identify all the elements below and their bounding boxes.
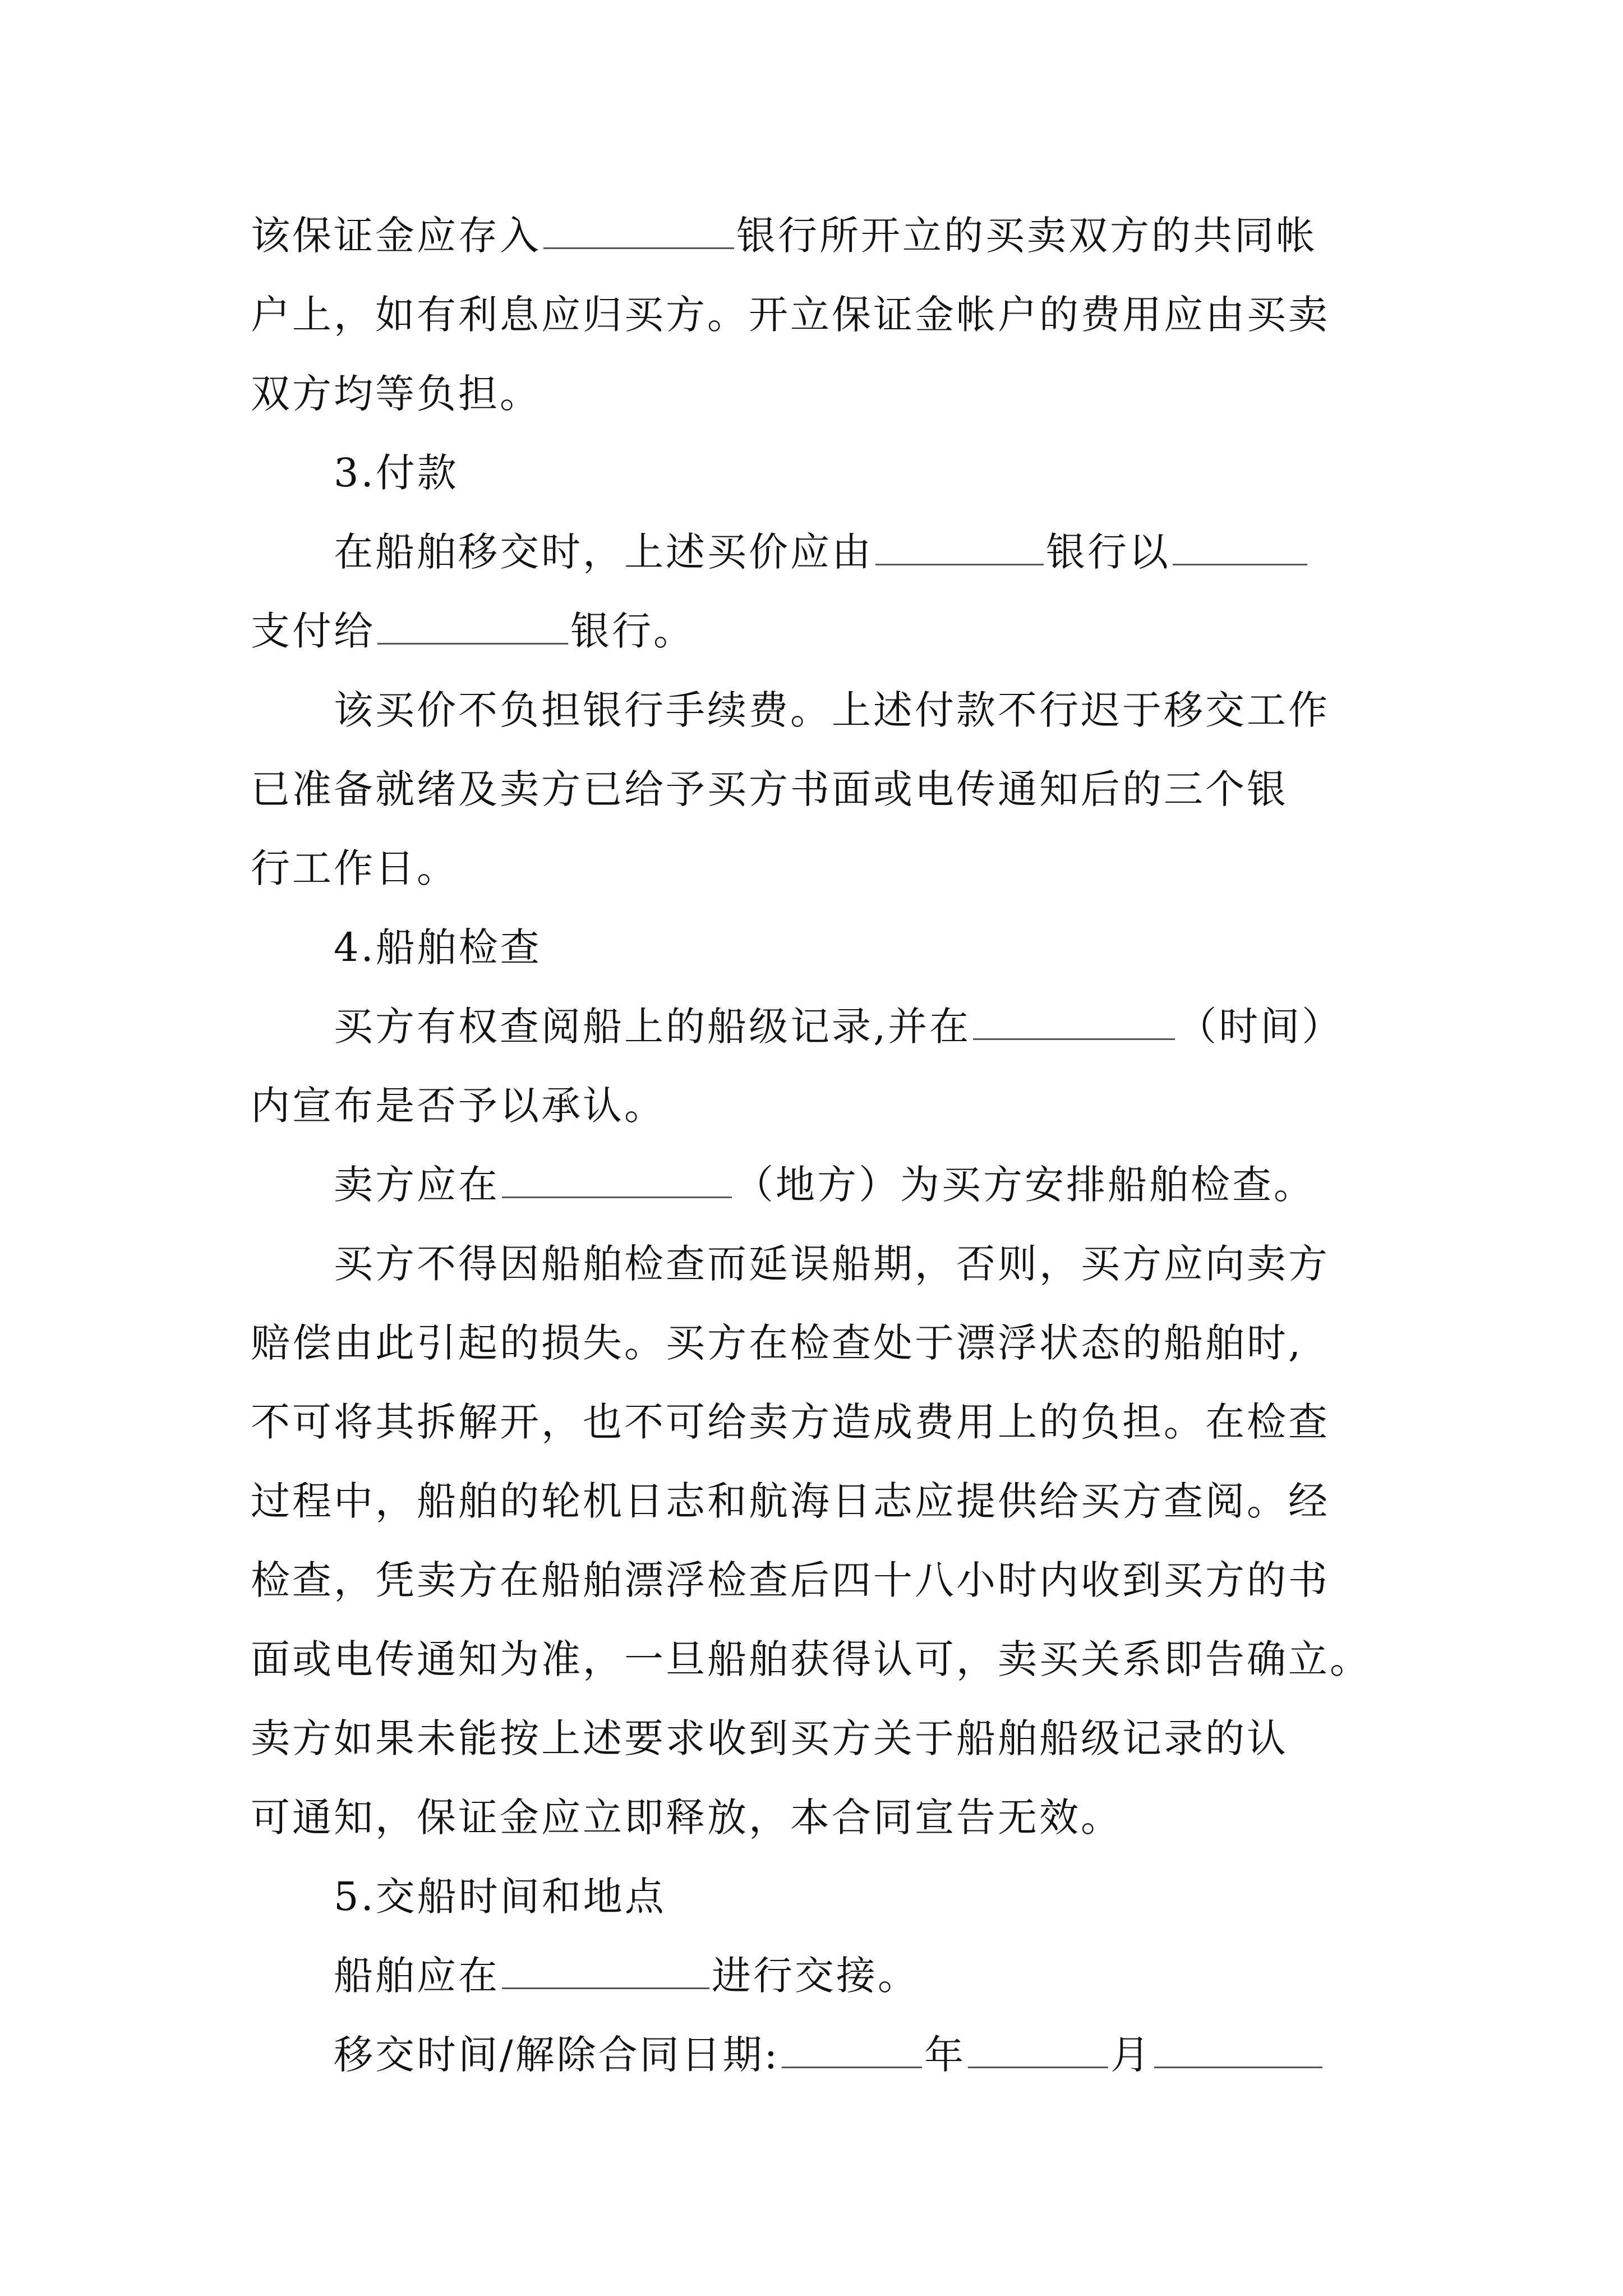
paragraph-line: 卖方如果未能按上述要求收到买方关于船舶船级记录的认 [251, 1715, 1288, 1761]
paragraph-line: 已准备就绪及卖方已给予买方书面或电传通知后的三个银 [251, 766, 1288, 812]
paragraph-line: 过程中，船舶的轮机日志和航海日志应提供给买方查阅。经 [251, 1478, 1330, 1524]
paragraph-line: 不可将其拆解开，也不可给卖方造成费用上的负担。在检查 [251, 1399, 1330, 1445]
text: 该保证金应存入 [251, 213, 541, 259]
text: 支付给 [251, 608, 375, 654]
text: 进行交接。 [712, 1953, 919, 1999]
paragraph-line: 可通知，保证金应立即释放，本合同宣告无效。 [251, 1795, 1122, 1841]
paragraph-line: 双方均等负担。 [251, 371, 541, 417]
text: 在船舶移交时，上述买价应由 [334, 529, 873, 575]
paragraph-line [251, 1145, 1372, 1225]
blank-field-year [782, 2027, 922, 2068]
section-heading-inspection: 4.船舶检查 [334, 924, 542, 970]
text: 移交时间/解除合同日期: [334, 2032, 780, 2078]
paragraph-line: 内宣布是否予以承认。 [251, 1083, 666, 1129]
text: 银行。 [570, 608, 695, 654]
text: 卖方应在 [334, 1162, 500, 1208]
paragraph-line [251, 2016, 1372, 2095]
paragraph-line: 该买价不负担银行手续费。上述付款不行迟于移交工作 [334, 687, 1330, 733]
blank-field-bank [377, 604, 568, 645]
paragraph-line: 行工作日。 [251, 845, 458, 891]
section-heading-delivery: 5.交船时间和地点 [334, 1874, 666, 1920]
text: 年 [924, 2032, 966, 2078]
blank-field-method [1173, 524, 1307, 565]
paragraph-line: 买方不得因船舶检查而延误船期，否则，买方应向卖方 [334, 1241, 1330, 1287]
blank-field-bank [543, 208, 734, 249]
blank-field-bank [875, 524, 1044, 565]
blank-field-place [502, 1948, 709, 1989]
text: 买方有权查阅船上的船级记录,并在 [334, 1004, 971, 1050]
text: （地方）为买方安排船舶检查。 [734, 1162, 1315, 1208]
paragraph-line [251, 196, 1372, 275]
paragraph-line: 赔偿由此引起的损失。买方在检查处于漂浮状态的船舶时, [251, 1320, 1303, 1366]
paragraph-line [251, 1936, 1372, 2016]
blank-field-time [973, 999, 1175, 1040]
section-heading-payment: 3.付款 [334, 450, 459, 496]
text: 银行所开立的买卖双方的共同帐 [736, 213, 1317, 259]
paragraph-line: 户上，如有利息应归买方。开立保证金帐户的费用应由买卖 [251, 292, 1330, 338]
text: 船舶应在 [334, 1953, 500, 1999]
paragraph-line [251, 592, 1372, 671]
text: 银行以 [1046, 529, 1170, 575]
paragraph-line [251, 513, 1372, 592]
text: 月 [1110, 2032, 1152, 2078]
blank-field-month [968, 2027, 1108, 2068]
paragraph-line [251, 987, 1372, 1066]
blank-field-place [502, 1157, 732, 1198]
paragraph-line: 检查，凭卖方在船舶漂浮检查后四十八小时内收到买方的书 [251, 1557, 1330, 1603]
text: （时间） [1177, 1004, 1344, 1050]
blank-field-day [1154, 2027, 1322, 2068]
document-page [251, 196, 1372, 2095]
paragraph-line: 面或电传通知为准，一旦船舶获得认可，卖买关系即告确立。 [251, 1636, 1371, 1682]
